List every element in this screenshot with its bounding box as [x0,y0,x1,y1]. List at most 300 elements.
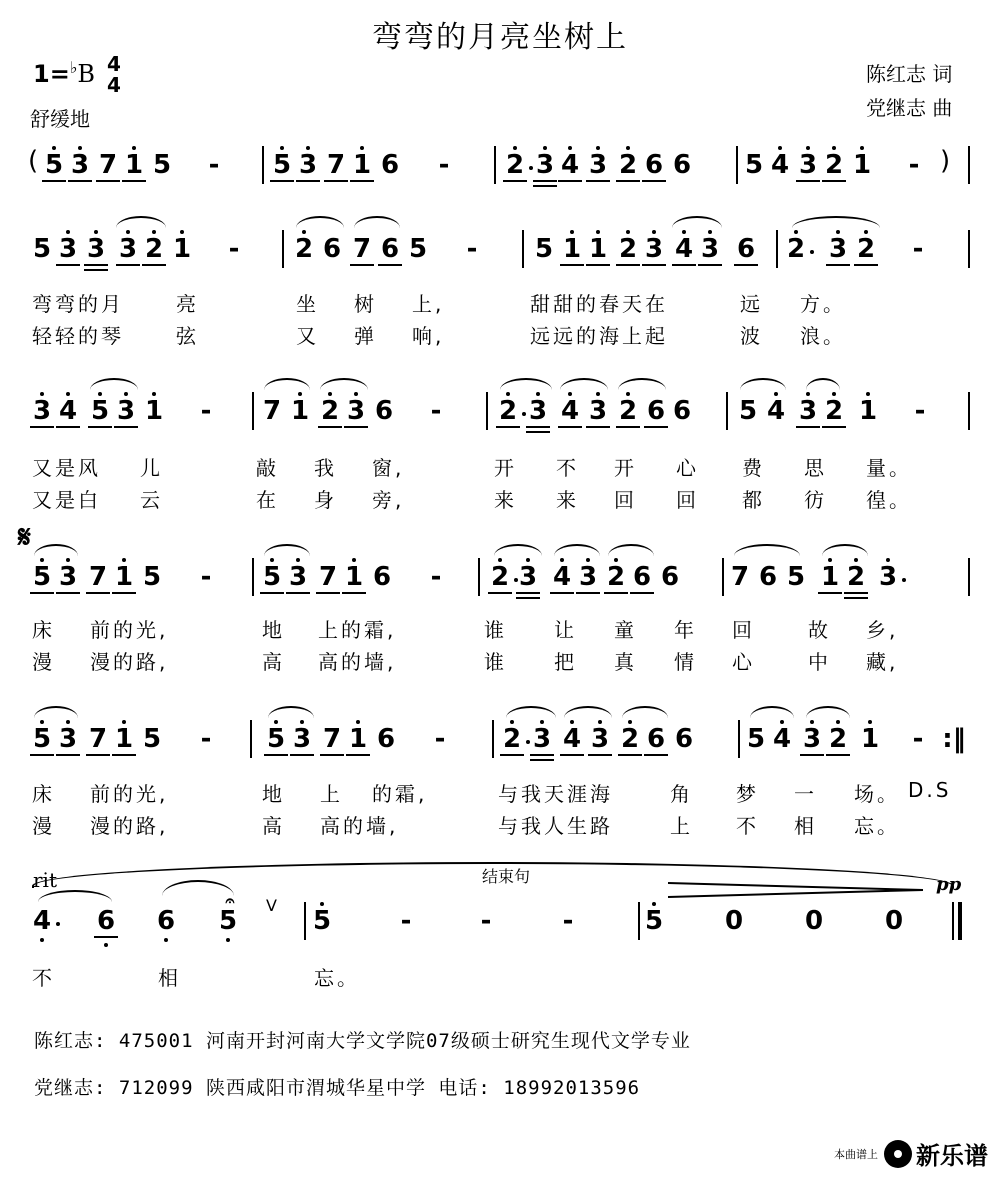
note: 2 [856,234,876,264]
note: 5 [142,562,162,592]
lyric-word: 真 [614,650,637,674]
lyric-word: 前的光, [90,782,169,806]
beam-line [642,180,666,182]
note: 2 [618,234,638,264]
lyric-word: 高的墙, [320,814,399,838]
lyric-word: 远远的海上起 [530,324,668,348]
octave-dot-high [614,558,618,562]
note: 2 [144,234,164,264]
lyric-word: 量。 [866,456,912,480]
augmentation-dot [56,922,60,926]
lyric-word: 又是风 [32,456,101,480]
note: 3 [828,234,848,264]
octave-dot-high [778,146,782,150]
barline [776,230,778,268]
octave-dot-high [854,558,858,562]
octave-dot-high [836,230,840,234]
paren-close: ) [940,146,951,176]
slur [734,544,800,556]
lyric-word: 弦 [176,324,199,348]
note: 6 [674,724,694,754]
beam-line [822,426,846,428]
note: 2 [824,396,844,426]
note: 7 [352,234,372,264]
segno-sign: 𝄋 [18,520,31,555]
beam-line [114,426,138,428]
beam-line [576,592,600,594]
flat-sign: ♭ [69,58,78,77]
dash-note: - [430,562,442,592]
beam-line [116,264,140,266]
beam-line [550,592,574,594]
lyric-word: 树 [354,292,377,316]
lyric-word: 敲 [256,456,279,480]
beam-line [630,592,654,594]
beam-line [530,754,554,756]
slur [500,378,552,390]
beam-line [86,754,110,756]
composer-credit: 党继志 曲 [866,96,953,120]
beam-line [503,180,527,182]
slur [822,544,868,556]
octave-dot-high [596,146,600,150]
octave-dot-high [152,392,156,396]
octave-dot-high [586,558,590,562]
lyric-word: 床 [32,782,55,806]
beam-line [822,180,846,182]
octave-dot-low [226,938,230,942]
octave-dot-high [628,720,632,724]
beam-line [516,597,540,599]
note: 4 [560,396,580,426]
octave-dot-high [540,720,544,724]
beam-line [350,180,374,182]
beam-line [112,592,136,594]
note: 4 [560,150,580,180]
beam-line [516,592,540,594]
lyric-word: 年 [674,618,697,642]
note: 1 [290,396,310,426]
note: 6 [156,906,176,936]
note: 6 [644,150,664,180]
note: 3 [590,724,610,754]
note: 2 [498,396,518,426]
lyric-word: 漫 [32,650,55,674]
lyric-word: 徨。 [866,488,912,512]
dash-note: - [912,724,924,754]
octave-dot-high [568,392,572,396]
beam-line [30,592,54,594]
barline [722,558,724,596]
beam-line [56,592,80,594]
beam-line [586,264,610,266]
note: 2 [620,724,640,754]
note: 3 [802,724,822,754]
beam-line [826,754,850,756]
note: 6 [376,724,396,754]
barline [478,558,480,596]
beam-line [30,754,54,756]
note: 5 [786,562,806,592]
barline [958,902,962,940]
octave-dot-high [860,146,864,150]
beam-line [112,754,136,756]
note: 3 [32,396,52,426]
note: 3 [578,562,598,592]
note: 7 [730,562,750,592]
note: 1 [124,150,144,180]
slur [90,378,138,390]
note: 3 [532,724,552,754]
note: 6 [96,906,116,936]
octave-dot-high [708,230,712,234]
note: 1 [344,562,364,592]
octave-dot-high [526,558,530,562]
beam-line [30,426,54,428]
octave-dot-high [274,720,278,724]
octave-dot-high [126,230,130,234]
note: 5 [738,396,758,426]
slur [494,544,542,556]
note: 1 [114,562,134,592]
note: 2 [618,396,638,426]
lyric-word: 不 [736,814,759,838]
barline [638,902,640,940]
lyric-word: 情 [674,650,697,674]
slur [116,216,166,228]
lyricist-credit: 陈红志 词 [866,62,953,86]
beam-line [560,754,584,756]
barline [282,230,284,268]
lyric-word: 上 [670,814,693,838]
lyric-word: 我 [314,456,337,480]
lyric-word: 让 [554,618,577,642]
note: 3 [535,150,555,180]
lyric-word: 费 [742,456,765,480]
dash-note: - [438,150,450,180]
note: 4 [552,562,572,592]
lyric-word: 故 [808,618,831,642]
note: 1 [820,562,840,592]
dash-note: - [912,234,924,264]
dash-note: - [200,562,212,592]
note: 4 [562,724,582,754]
slur [34,706,78,718]
augmentation-dot [902,578,906,582]
dash-note: - [200,724,212,754]
beam-line [84,264,108,266]
beam-line [68,180,92,182]
beam-line [800,754,824,756]
slur [806,706,850,718]
octave-dot-high [300,720,304,724]
note: 3 [700,234,720,264]
note: 5 [746,724,766,754]
beam-line [56,754,80,756]
beam-line [84,269,108,271]
lyric-word: 来 [494,488,517,512]
beam-line [42,180,66,182]
beam-line [616,426,640,428]
beam-line [558,426,582,428]
lyric-word: 远 [740,292,763,316]
octave-dot-high [626,146,630,150]
lyric-word: 高 [262,814,285,838]
note: 3 [798,150,818,180]
note: 1 [114,724,134,754]
ending-label: 结束句 [482,867,531,886]
beam-line [96,180,120,182]
slur [264,378,310,390]
dash-note: - [208,150,220,180]
octave-dot-high [66,720,70,724]
repeat-end: :‖ [942,724,966,754]
fermata: 𝄐 [225,891,235,910]
barline [968,146,970,184]
octave-dot-high [828,558,832,562]
beam-line [88,426,112,428]
octave-dot-high [794,230,798,234]
octave-dot-high [122,558,126,562]
note: 5 [32,234,52,264]
octave-dot-high [122,720,126,724]
beam-line [142,264,166,266]
note: 5 [744,150,764,180]
barline [726,392,728,430]
octave-dot-high [596,392,600,396]
lyric-word: 场。 [854,782,900,806]
octave-dot-high [40,720,44,724]
note: 6 [322,234,342,264]
octave-dot-high [328,392,332,396]
note: 1 [852,150,872,180]
slur [554,544,600,556]
note: 3 [588,396,608,426]
lyric-word: 甜甜的春天在 [530,292,668,316]
note: 3 [58,562,78,592]
slur [740,378,786,390]
beam-line [826,264,850,266]
note: 2 [786,234,806,264]
beam-line [86,592,110,594]
note: 7 [326,150,346,180]
barline [304,902,306,940]
octave-dot-high [868,720,872,724]
slur [750,706,794,718]
note: 3 [518,562,538,592]
octave-dot-high [356,720,360,724]
lyric-word: 角 [670,782,693,806]
note: 5 [262,562,282,592]
slur [296,216,344,228]
dash-note: - [466,234,478,264]
beam-line [586,426,610,428]
octave-dot-high [66,558,70,562]
site-logo [834,1136,988,1171]
beam-line [296,180,320,182]
lyric-word: 上 [320,782,343,806]
slur [354,216,400,228]
octave-dot-high [132,146,136,150]
note: 6 [758,562,778,592]
dash-note: - [400,906,412,936]
lyric-word: 前的光, [90,618,169,642]
note: 4 [772,724,792,754]
note: 4 [766,396,786,426]
beam-line [500,754,524,756]
note: 3 [528,396,548,426]
beam-line [290,754,314,756]
note: 0 [884,906,904,936]
note: 6 [372,562,392,592]
lyric-word: 地 [262,782,285,806]
note: 3 [86,234,106,264]
note: 4 [32,906,52,936]
octave-dot-high [536,392,540,396]
beam-line [260,592,284,594]
note: 5 [218,906,238,936]
paren-open: ( [28,146,39,176]
octave-dot-low [40,938,44,942]
note: 5 [152,150,172,180]
note: 2 [502,724,522,754]
note: 3 [878,562,898,592]
note: 4 [674,234,694,264]
note: 6 [646,724,666,754]
beam-line [672,264,696,266]
note: 0 [724,906,744,936]
octave-dot-low [164,938,168,942]
note: 1 [858,396,878,426]
lyric-word: 与我天涯海 [498,782,613,806]
octave-dot-high [598,720,602,724]
note: 2 [294,234,314,264]
lyric-word: 弯弯的月 [32,292,124,316]
octave-dot-high [652,230,656,234]
note: 5 [644,906,664,936]
octave-dot-high [296,558,300,562]
note: 5 [32,724,52,754]
lyric-word: 心 [732,650,755,674]
beam-line [264,754,288,756]
lyric-word: 思 [804,456,827,480]
beam-line [796,180,820,182]
octave-dot-high [810,720,814,724]
octave-dot-high [354,392,358,396]
octave-dot-high [886,558,890,562]
lyric-word: 上, [412,292,445,316]
beam-line [588,754,612,756]
barline [252,392,254,430]
slur [564,706,612,718]
beam-line [324,180,348,182]
beam-line [818,592,842,594]
beam-line [526,431,550,433]
beam-line [796,426,820,428]
lyric-word: 把 [554,650,577,674]
note: 5 [266,724,286,754]
tempo-marking: 舒缓地 [30,107,90,131]
octave-dot-high [360,146,364,150]
beam-line [854,264,878,266]
lyric-word: 儿 [140,456,163,480]
octave-dot-high [298,392,302,396]
note: 2 [846,562,866,592]
dynamic-marking: pp [936,874,962,895]
barline [968,230,970,268]
beam-line [644,754,668,756]
note: 2 [824,150,844,180]
lyric-word: 云 [140,488,163,512]
octave-dot-high [626,392,630,396]
octave-dot-high [832,146,836,150]
beam-line [122,180,146,182]
beam-line [533,185,557,187]
note: 3 [588,150,608,180]
note: 3 [118,234,138,264]
octave-dot-high [866,392,870,396]
note: 4 [58,396,78,426]
barline [486,392,488,430]
beam-line [533,180,557,182]
note: 5 [312,906,332,936]
lyric-word: 轻轻的琴 [32,324,124,348]
note: 3 [58,234,78,264]
beam-line [488,592,512,594]
lyric-word: 来 [556,488,579,512]
note: 1 [562,234,582,264]
note: 6 [660,562,680,592]
note: 7 [88,562,108,592]
barline [494,146,496,184]
octave-dot-high [306,146,310,150]
dash-note: - [200,396,212,426]
beam-line [844,592,868,594]
octave-dot-high [682,230,686,234]
lyric-word: 童 [614,618,637,642]
lyric-word: 中 [808,650,831,674]
meter-top: 4 [107,52,121,76]
note: 0 [804,906,824,936]
note: 1 [348,724,368,754]
beam-line [616,264,640,266]
octave-dot-high [152,230,156,234]
octave-dot-high [270,558,274,562]
lyric-word: 谁 [484,650,507,674]
lyric-word: D.S [908,778,952,802]
time-signature [103,54,125,96]
lyric-word: 不 [32,966,55,990]
barline [522,230,524,268]
note: 3 [58,724,78,754]
octave-dot-high [596,230,600,234]
lyric-word: 忘。 [854,814,900,838]
note: 2 [490,562,510,592]
beam-line [320,754,344,756]
beam-line [644,426,668,428]
dash-note: - [908,150,920,180]
lyric-word: 身 [314,488,337,512]
beam-line [616,180,640,182]
octave-dot-high [806,146,810,150]
lyric-word: 床 [32,618,55,642]
barline [492,720,494,758]
beam-line [604,592,628,594]
dash-note: - [480,906,492,936]
slur [264,544,310,556]
slur [806,378,840,390]
lyric-word: 旁, [372,488,405,512]
